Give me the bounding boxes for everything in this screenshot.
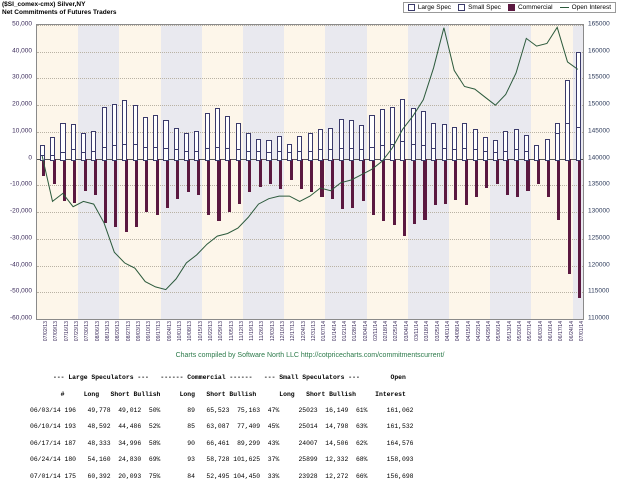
- y-axis-left: [0, 20, 34, 322]
- x-tick-label: 04/22/14: [475, 321, 482, 342]
- y-tick-label: -30,000: [9, 234, 32, 242]
- x-tick-label: 05/27/14: [527, 321, 534, 342]
- x-tick-label: 06/03/14: [537, 321, 544, 342]
- x-tick-label: 11/12/13: [238, 321, 245, 341]
- x-tick-label: 06/10/14: [547, 321, 554, 342]
- legend-item-small-spec[interactable]: [458, 4, 501, 11]
- plot-canvas: [36, 24, 584, 320]
- y-tick-label: -20,000: [9, 207, 32, 215]
- legend-item-open-interest[interactable]: [560, 4, 611, 11]
- y-tick-label: 10,000: [12, 127, 32, 135]
- y-tick-label: -50,000: [9, 287, 32, 295]
- table-column-header: # Long Short Bullish Long Short Bullish Long Short Bullish Interest: [30, 390, 406, 398]
- x-tick-label: 03/18/14: [424, 321, 431, 342]
- table-row: 07/01/14 175 60,392 20,093 75% 84 52,495 104,450 33% 23928 12,272 66% 156,698: [30, 472, 414, 480]
- x-tick-label: 02/04/14: [362, 321, 369, 342]
- x-tick-label: 05/20/14: [517, 321, 524, 342]
- y2-tick-label: 165000: [588, 20, 610, 28]
- open-square-marker-icon: [408, 4, 415, 11]
- y2-tick-label: 140000: [588, 154, 610, 162]
- x-tick-label: 11/05/13: [228, 321, 235, 341]
- y-tick-label: 30,000: [12, 73, 32, 81]
- x-tick-label: 07/01/14: [578, 321, 585, 342]
- x-tick-label: 12/10/13: [280, 321, 287, 342]
- legend-item-commercial[interactable]: [508, 4, 553, 11]
- y-tick-label: 0: [28, 154, 32, 162]
- table-row: 06/03/14 196 49,778 49,012 50% 89 65,523 75,163 47% 25023 16,149 61% 161,062: [30, 407, 414, 415]
- x-tick-label: 01/07/14: [321, 321, 328, 342]
- x-tick-label: 08/20/13: [115, 321, 122, 342]
- x-tick-label: 09/03/13: [135, 321, 142, 342]
- x-tick-label: 10/08/13: [187, 321, 194, 342]
- x-tick-label: 06/24/14: [568, 321, 575, 342]
- x-tick-label: 10/22/13: [207, 321, 214, 342]
- x-tick-label: 09/10/13: [146, 321, 153, 342]
- x-tick-label: 06/17/14: [558, 321, 565, 342]
- legend-label-open-interest: Open Interest: [571, 4, 611, 11]
- x-tick-label: 12/03/13: [269, 321, 276, 342]
- filled-square-marker-icon: [508, 4, 515, 11]
- y-tick-label: -40,000: [9, 261, 32, 269]
- x-tick-label: 01/28/14: [352, 321, 359, 342]
- gridline: [37, 319, 583, 320]
- line-marker-icon: [560, 7, 569, 8]
- x-tick-label: 10/01/13: [177, 321, 184, 342]
- x-tick-label: 03/04/14: [403, 321, 410, 342]
- x-tick-label: 07/30/13: [84, 321, 91, 342]
- open-interest-line: [37, 25, 583, 319]
- x-tick-label: 07/16/13: [63, 321, 70, 342]
- x-tick-label: 05/06/14: [496, 321, 503, 342]
- x-tick-label: 11/19/13: [249, 321, 256, 341]
- x-tick-label: 10/29/13: [218, 321, 225, 342]
- y2-tick-label: 110000: [588, 314, 610, 322]
- data-table: [30, 366, 414, 489]
- y-tick-label: 20,000: [12, 100, 32, 108]
- x-tick-label: 11/26/13: [259, 321, 266, 341]
- legend-item-large-spec[interactable]: [408, 4, 451, 11]
- x-tick-label: 02/11/14: [372, 321, 379, 341]
- x-tick-label: 05/13/14: [506, 321, 513, 342]
- x-tick-label: 12/24/13: [300, 321, 307, 342]
- y-tick-label: 50,000: [12, 20, 32, 28]
- x-tick-label: 03/25/14: [434, 321, 441, 342]
- y2-tick-label: 125000: [588, 234, 610, 242]
- x-tick-label: 12/17/13: [290, 321, 297, 342]
- x-tick-label: 02/25/14: [393, 321, 400, 342]
- x-tick-label: 12/31/13: [311, 321, 317, 342]
- x-tick-label: 02/18/14: [383, 321, 390, 342]
- open-square-marker-icon: [458, 4, 465, 11]
- legend-label-large-spec: Large Spec: [417, 4, 452, 11]
- y2-tick-label: 150000: [588, 100, 610, 108]
- x-tick-label: 09/17/13: [156, 321, 163, 342]
- x-tick-label: 07/09/13: [53, 321, 60, 342]
- y-tick-label: 40,000: [12, 47, 32, 55]
- y-axis-right: [586, 20, 620, 322]
- x-tick-label: 08/27/13: [125, 321, 132, 342]
- x-tick-label: 01/14/14: [331, 321, 338, 342]
- y-tick-label: -10,000: [9, 180, 32, 188]
- x-tick-label: 07/23/13: [74, 321, 81, 342]
- y-tick-label: -60,000: [9, 314, 32, 322]
- chart-symbol: ($SI_comex-cmx) Silver,NY: [2, 1, 86, 8]
- x-tick-label: 08/13/13: [104, 321, 111, 342]
- x-tick-label: 04/29/14: [486, 321, 493, 342]
- plot-area: [36, 24, 584, 320]
- y2-tick-label: 115000: [588, 287, 610, 295]
- chart-subtitle: Net Commitments of Futures Traders: [2, 9, 117, 16]
- table-group-header: --- Large Speculators --- ------ Commercial ------ --- Small Speculators --- Open: [30, 374, 406, 382]
- x-tick-label: 10/15/13: [197, 321, 204, 342]
- table-row: 06/24/14 180 54,160 24,830 69% 93 58,728 101,625 37% 25899 12,332 68% 158,093: [30, 456, 414, 464]
- y2-tick-label: 135000: [588, 180, 610, 188]
- y2-tick-label: 130000: [588, 207, 610, 215]
- x-tick-label: 03/11/14: [414, 321, 421, 341]
- y2-tick-label: 145000: [588, 127, 610, 135]
- x-tick-label: 01/21/14: [341, 321, 348, 342]
- y2-tick-label: 160000: [588, 47, 610, 55]
- x-tick-label: 08/06/13: [94, 321, 101, 342]
- x-tick-label: 04/08/14: [455, 321, 462, 342]
- table-row: 06/10/14 193 48,592 44,486 52% 85 63,087 77,409 45% 25014 14,798 63% 161,532: [30, 423, 414, 431]
- y2-tick-label: 155000: [588, 73, 610, 81]
- x-tick-label: 04/15/14: [465, 321, 472, 342]
- legend-label-small-spec: Small Spec: [468, 4, 501, 11]
- table-row: 06/17/14 187 48,333 34,996 58% 90 66,461 89,299 43% 24007 14,506 62% 164,576: [30, 439, 414, 447]
- x-tick-label: 07/02/13: [43, 321, 50, 342]
- y2-tick-label: 120000: [588, 261, 610, 269]
- chart-title-block: [2, 1, 117, 17]
- chart-legend: [403, 2, 616, 13]
- x-tick-label: 09/24/13: [166, 321, 173, 342]
- credit-text: Charts compiled by Software North LLC http://cotpricecharts.com/commitmentscurrent/: [175, 352, 445, 359]
- x-tick-label: 04/01/14: [444, 321, 451, 342]
- legend-label-commercial: Commercial: [517, 4, 553, 11]
